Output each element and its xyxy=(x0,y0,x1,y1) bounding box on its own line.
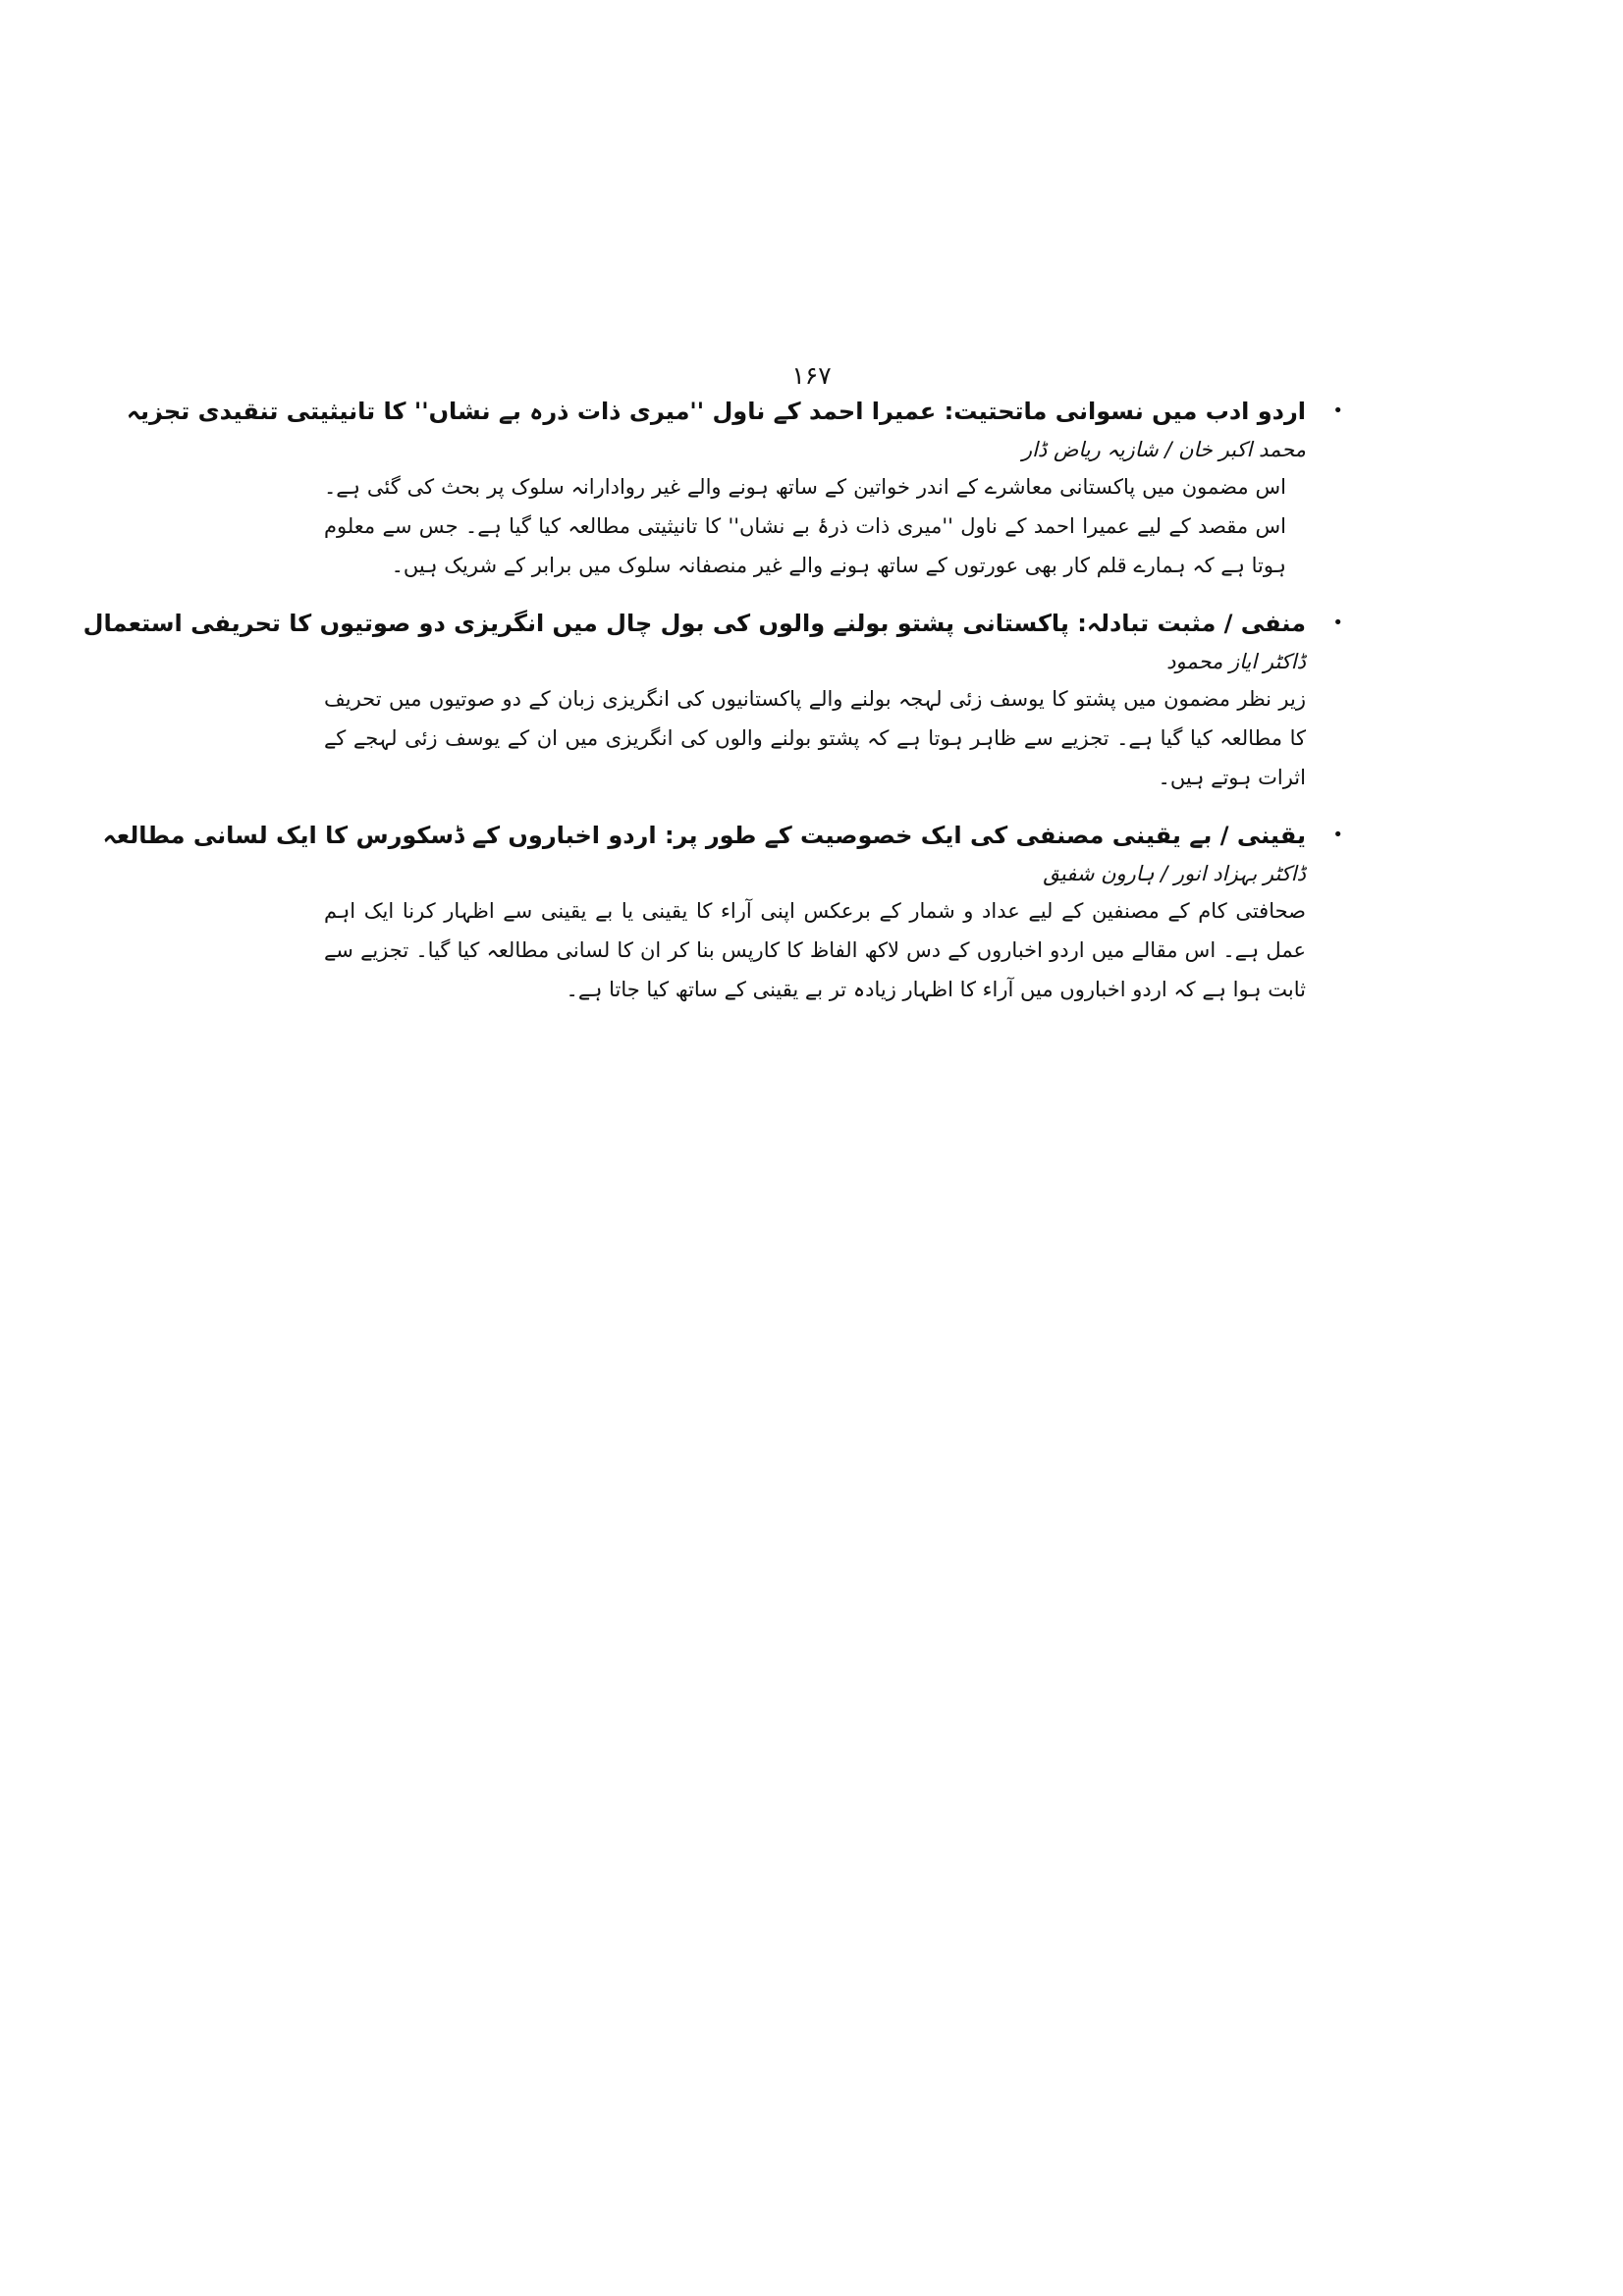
bullet-icon: • xyxy=(1332,400,1343,421)
article-abstract: صحافتی کام کے مصنفین کے لیے عداد و شمار کے برعکس اپنی آراء کا یقینی یا بے یقینی سے اظہار کرنا ایک اہم عمل ہے۔ اس مقالے میں اردو اخباروں کے دس لاکھ الفاظ کا کارپس بنا کر ان کا لسانی مطالعہ کیا گیا۔ تجزیے سے ثابت ہوا ہے کہ اردو اخباروں میں آراء کا اظہار زیادہ تر بے یقینی کے ساتھ کیا جاتا ہے۔ xyxy=(324,899,1306,1001)
bullet-icon: • xyxy=(1332,613,1343,633)
article-authors: ڈاکٹر ایاز محمود xyxy=(1166,650,1306,673)
bullet-icon: • xyxy=(1332,825,1343,845)
list-item xyxy=(82,603,1343,797)
article-abstract: زیر نظر مضمون میں پشتو کا یوسف زئی لہجہ بولنے والے پاکستانیوں کی انگریزی زبان کے دو صوتیوں میں تحریف کا مطالعہ کیا گیا ہے۔ تجزیے سے ظاہر ہوتا ہے کہ پشتو بولنے والوں کی انگریزی میں ان کے یوسف زئی لہجے کے اثرات ہوتے ہیں۔ xyxy=(324,687,1306,789)
list-item xyxy=(126,391,1343,585)
article-authors: محمد اکبر خان / شازیہ ریاض ڈار xyxy=(1021,438,1306,461)
article-title: یقینی / بے یقینی مصنفی کی ایک خصوصیت کے طور پر: اردو اخباروں کے ڈسکورس کا ایک لسانی مطالعہ xyxy=(102,822,1306,849)
list-item xyxy=(102,815,1343,1009)
article-title: منفی / مثبت تبادلہ: پاکستانی پشتو بولنے والوں کی بول چال میں انگریزی دو صوتیوں کا تحریفی استعمال xyxy=(82,610,1306,637)
page-number: ۱۶۷ xyxy=(791,361,832,390)
article-authors: ڈاکٹر بہزاد انور / ہارون شفیق xyxy=(1043,862,1306,885)
article-abstract: اس مضمون میں پاکستانی معاشرے کے اندر خواتین کے ساتھ ہونے والے غیر روادارانہ سلوک پر بحث کی گئی ہے۔ اس مقصد کے لیے عمیرا احمد کے ناول ''میری ذات ذرۂ بے نشاں'' کا تانیثیتی مطالعہ کیا گیا ہے۔ جس سے معلوم ہوتا ہے کہ ہمارے قلم کار بھی عورتوں کے ساتھ ہونے والے غیر منصفانہ سلوک میں برابر کے شریک ہیں۔ xyxy=(324,475,1286,577)
abstract-list xyxy=(82,391,1343,1027)
article-title: اردو ادب میں نسوانی ماتحتیت: عمیرا احمد کے ناول ''میری ذات ذرہ بے نشاں'' کا تانیثیتی تنقیدی تجزیہ xyxy=(126,398,1306,425)
